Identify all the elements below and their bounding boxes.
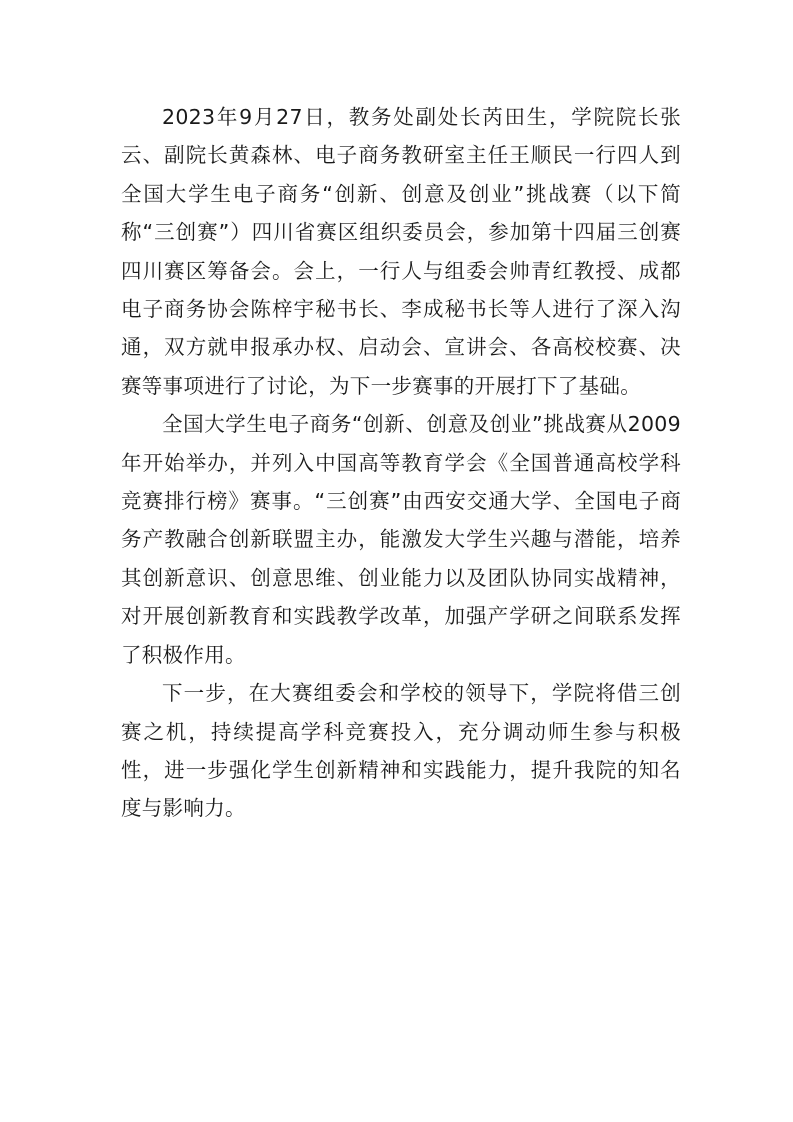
paragraph-competition-background: 全国大学生电子商务“创新、创意及创业”挑战赛从2009年开始举办，并列入中国高等教育学会《全国普通高校学科竞赛排行榜》赛事。“三创赛”由西安交通大学、全国电子商务产教融合创新联盟主办，能激发大学生兴趣与潜能，培养其创新意识、创意思维、创业能力以及团队协同实战精神，对开展创新教育和实践教学改革，加强产学研之间联系发挥了积极作用。 bbox=[121, 412, 681, 667]
article-body bbox=[121, 98, 681, 828]
paragraph-next-steps: 下一步，在大赛组委会和学校的领导下，学院将借三创赛之机，持续提高学科竞赛投入，充分调动师生参与积极性，进一步强化学生创新精神和实践能力，提升我院的知名度与影响力。 bbox=[121, 681, 681, 821]
paragraph-meeting-report: 2023年9月27日，教务处副处长芮田生，学院院长张云、副院长黄森林、电子商务教研室主任王顺民一行四人到全国大学生电子商务“创新、创意及创业”挑战赛（以下简称“三创赛”）四川省赛区组织委员会，参加第十四届三创赛四川赛区筹备会。会上，一行人与组委会帅青红教授、成都电子商务协会陈梓宇秘书长、李成秘书长等人进行了深入沟通，双方就申报承办权、启动会、宣讲会、各高校校赛、决赛等事项进行了讨论，为下一步赛事的开展打下了基础。 bbox=[121, 105, 681, 398]
